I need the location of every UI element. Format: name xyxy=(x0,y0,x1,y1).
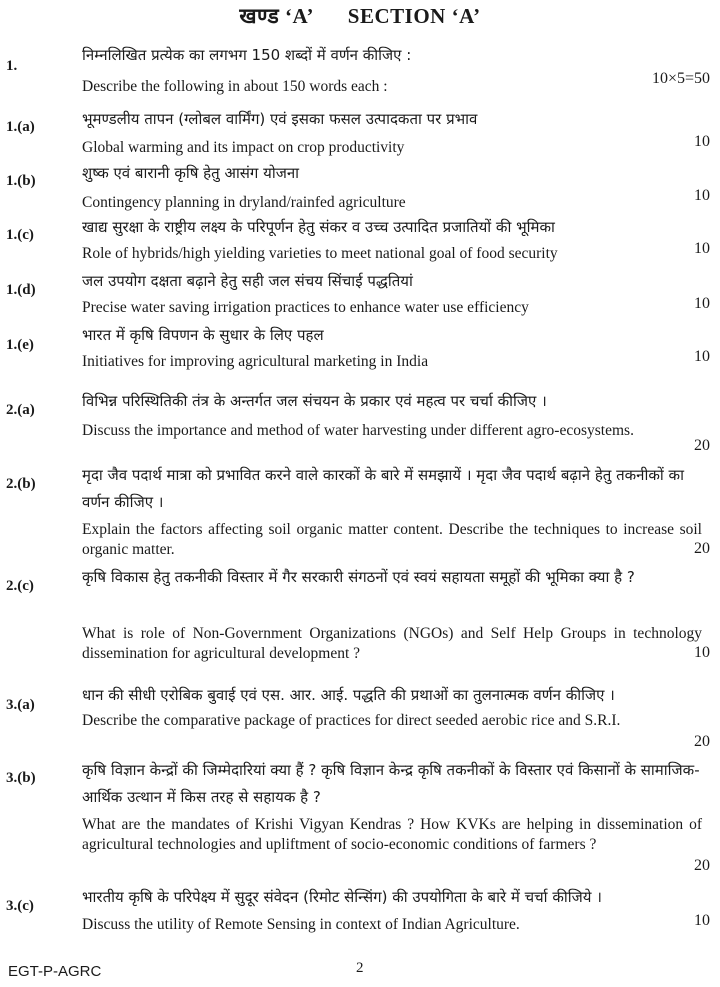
section-heading-english: SECTION ‘A’ xyxy=(347,4,481,28)
question-text-hindi: भारत में कृषि विपणन के सुधार के लिए पहल xyxy=(82,326,324,344)
question-marks: 10×5=50 xyxy=(651,70,710,87)
question-text-hindi: निम्नलिखित प्रत्येक का लगभग 150 शब्दों में वर्णन कीजिए : xyxy=(82,46,412,64)
question-number: 2.(b) xyxy=(6,476,36,492)
question-marks: 10 xyxy=(694,240,710,257)
question-text-hindi: शुष्क एवं बारानी कृषि हेतु आसंग योजना xyxy=(82,164,300,182)
question-text-english: What are the mandates of Krishi Vigyan Kendras ? How KVKs are helping in dissemination of agricultural technologies and upliftment of socio-economic conditions of farmers ? xyxy=(82,816,702,853)
question-number: 1.(a) xyxy=(6,119,35,135)
question-number: 1.(c) xyxy=(6,227,34,243)
question-marks: 20 xyxy=(694,540,710,557)
question-marks: 10 xyxy=(694,133,710,150)
question-text-english: Discuss the importance and method of water harvesting under different agro-ecosystems. xyxy=(82,422,634,439)
question-number: 1.(b) xyxy=(6,173,36,189)
page-number: 2 xyxy=(356,960,364,976)
question-number: 2.(a) xyxy=(6,402,35,418)
question-text-english: Describe the following in about 150 words each : xyxy=(82,78,388,95)
question-marks: 20 xyxy=(694,733,710,750)
question-marks: 10 xyxy=(694,912,710,929)
question-number: 1.(e) xyxy=(6,337,34,353)
question-text-hindi: भूमण्डलीय तापन (ग्लोबल वार्मिंग) एवं इसका फसल उत्पादकता पर प्रभाव xyxy=(82,110,478,128)
question-text-hindi: कृषि विज्ञान केन्द्रों की जिम्मेदारियां क्या हैं ? कृषि विज्ञान केन्द्र कृषि तकनीकों के विस्तार एवं किसानों के सामाजिक-आर्थिक उत्थान में किस तरह से सहायक है ? xyxy=(82,761,700,806)
question-marks: 10 xyxy=(694,295,710,312)
question-text-english: Initiatives for improving agricultural marketing in India xyxy=(82,353,429,370)
question-text-hindi: मृदा जैव पदार्थ मात्रा को प्रभावित करने वाले कारकों के बारे में समझायें । मृदा जैव पदार्थ बढ़ाने हेतु तकनीकों का वर्णन कीजिए । xyxy=(82,466,684,511)
question-text-english: Describe the comparative package of practices for direct seeded aerobic rice and S.R.I. xyxy=(82,712,621,729)
question-number: 2.(c) xyxy=(6,578,34,594)
question-marks: 10 xyxy=(694,644,710,661)
question-number: 1.(d) xyxy=(6,282,36,298)
question-marks: 20 xyxy=(694,437,710,454)
question-text-english: Discuss the utility of Remote Sensing in context of Indian Agriculture. xyxy=(82,916,520,933)
question-text-english: Explain the factors affecting soil organic matter content. Describe the techniques to increase soil organic matter. xyxy=(82,521,702,558)
question-text-hindi: धान की सीधी एरोबिक बुवाई एवं एस. आर. आई. पद्धति की प्रथाओं का तुलनात्मक वर्णन कीजिए । xyxy=(82,686,615,704)
question-text-hindi: जल उपयोग दक्षता बढ़ाने हेतु सही जल संचय सिंचाई पद्धतियां xyxy=(82,272,413,290)
question-number: 1. xyxy=(6,58,18,74)
paper-code: EGT-P-AGRC xyxy=(8,963,102,980)
question-text-english: What is role of Non-Government Organizations (NGOs) and Self Help Groups in technology dissemination for agricultural development ? xyxy=(82,625,702,662)
section-heading-hindi: खण्ड ‘A’ xyxy=(239,4,315,28)
question-text-hindi: विभिन्न परिस्थितिकी तंत्र के अन्तर्गत जल संचयन के प्रकार एवं महत्व पर चर्चा कीजिए । xyxy=(82,392,547,410)
question-text-english: Contingency planning in dryland/rainfed agriculture xyxy=(82,194,406,211)
question-number: 3.(c) xyxy=(6,898,34,914)
question-text-hindi: खाद्य सुरक्षा के राष्ट्रीय लक्ष्य के परिपूर्णन हेतु संकर व उच्च उत्पादित प्रजातियों की भूमिका xyxy=(82,218,555,236)
question-marks: 10 xyxy=(694,348,710,365)
question-marks: 10 xyxy=(694,187,710,204)
question-text-hindi: कृषि विकास हेतु तकनीकी विस्तार में गैर सरकारी संगठनों एवं स्वयं सहायता समूहों की भूमिका क्या है ? xyxy=(82,568,635,586)
question-text-english: Global warming and its impact on crop productivity xyxy=(82,139,405,156)
question-text-hindi: भारतीय कृषि के परिपेक्ष्य में सुदूर संवेदन (रिमोट सेन्सिंग) की उपयोगिता के बारे में चर्चा कीजिये । xyxy=(82,888,602,906)
question-number: 3.(b) xyxy=(6,770,36,786)
question-text-english: Role of hybrids/high yielding varieties to meet national goal of food security xyxy=(82,245,558,262)
question-number: 3.(a) xyxy=(6,697,35,713)
section-heading xyxy=(0,2,720,30)
question-marks: 20 xyxy=(694,857,710,874)
question-text-english: Precise water saving irrigation practices to enhance water use efficiency xyxy=(82,299,529,316)
